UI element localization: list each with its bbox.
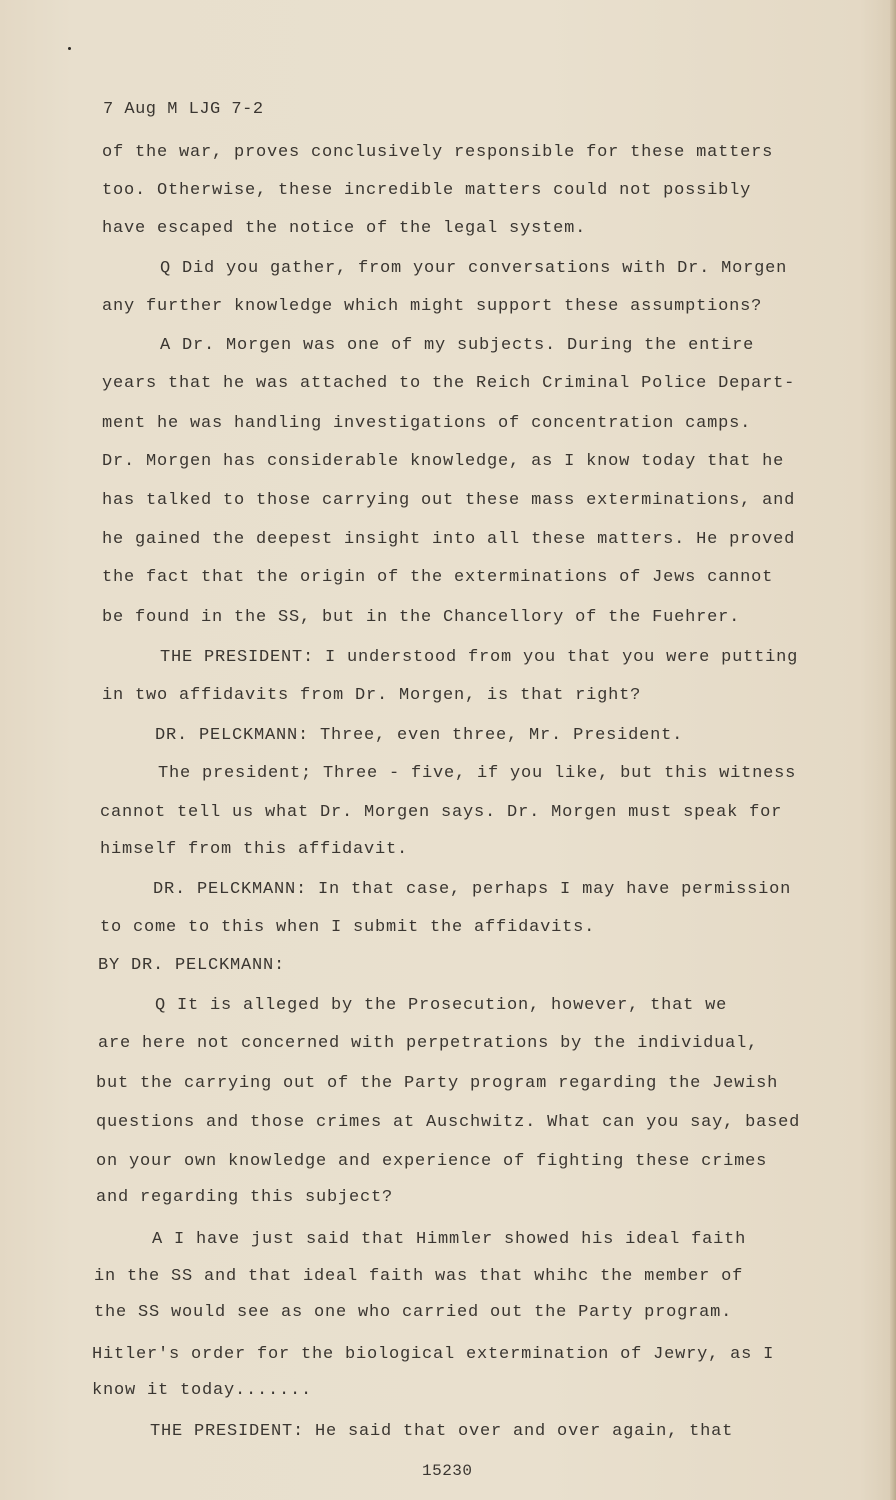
text-line: too. Otherwise, these incredible matters could not possibly <box>102 181 752 200</box>
answer-line: A I have just said that Himmler showed his ideal faith <box>152 1230 747 1249</box>
speaker-line: DR. PELCKMANN: In that case, perhaps I may have permission <box>153 880 792 899</box>
page-number: 15230 <box>422 1462 473 1480</box>
text-line: any further knowledge which might support these assumptions? <box>102 297 763 316</box>
page-header: 7 Aug M LJG 7-2 <box>103 100 264 119</box>
punch-mark <box>68 47 71 50</box>
question-line: Q It is alleged by the Prosecution, however, that we <box>155 996 728 1015</box>
text-line: are here not concerned with perpetrations by the individual, <box>98 1034 759 1053</box>
text-line: know it today....... <box>92 1381 313 1400</box>
text-line: Dr. Morgen has considerable knowledge, as I know today that he <box>102 452 785 471</box>
text-line: to come to this when I submit the affidavits. <box>100 918 596 937</box>
text-line: questions and those crimes at Auschwitz. What can you say, based <box>96 1113 801 1132</box>
examiner-heading: BY DR. PELCKMANN: <box>98 956 286 975</box>
text-line: but the carrying out of the Party program regarding the Jewish <box>96 1074 779 1093</box>
speaker-line: DR. PELCKMANN: Three, even three, Mr. President. <box>155 726 684 745</box>
question-line: Q Did you gather, from your conversations with Dr. Morgen <box>160 259 788 278</box>
text-line: has talked to those carrying out these mass exterminations, and <box>102 491 796 510</box>
speaker-line: THE PRESIDENT: He said that over and over again, that <box>150 1422 734 1441</box>
text-line: ment he was handling investigations of concentration camps. <box>102 414 752 433</box>
text-line: Hitler's order for the biological extermination of Jewry, as I <box>92 1345 775 1364</box>
text-line: be found in the SS, but in the Chancellory of the Fuehrer. <box>102 608 741 627</box>
text-line: have escaped the notice of the legal system. <box>102 219 587 238</box>
text-line: and regarding this subject? <box>96 1188 394 1207</box>
text-line: years that he was attached to the Reich Criminal Police Depart- <box>102 374 796 393</box>
page-edge <box>890 0 896 1500</box>
text-line: of the war, proves conclusively responsible for these matters <box>102 143 774 162</box>
text-line: in the SS and that ideal faith was that whihc the member of <box>94 1267 744 1286</box>
answer-line: A Dr. Morgen was one of my subjects. During the entire <box>160 336 755 355</box>
text-line: cannot tell us what Dr. Morgen says. Dr. Morgen must speak for <box>100 803 783 822</box>
text-line: in two affidavits from Dr. Morgen, is that right? <box>102 686 642 705</box>
text-line: himself from this affidavit. <box>100 840 409 859</box>
text-line: the SS would see as one who carried out the Party program. <box>94 1303 733 1322</box>
text-line: the fact that the origin of the exterminations of Jews cannot <box>102 568 774 587</box>
speaker-line: The president; Three - five, if you like, but this witness <box>158 764 797 783</box>
text-line: he gained the deepest insight into all these matters. He proved <box>102 530 796 549</box>
text-line: on your own knowledge and experience of fighting these crimes <box>96 1152 768 1171</box>
speaker-line: THE PRESIDENT: I understood from you that you were putting <box>160 648 799 667</box>
